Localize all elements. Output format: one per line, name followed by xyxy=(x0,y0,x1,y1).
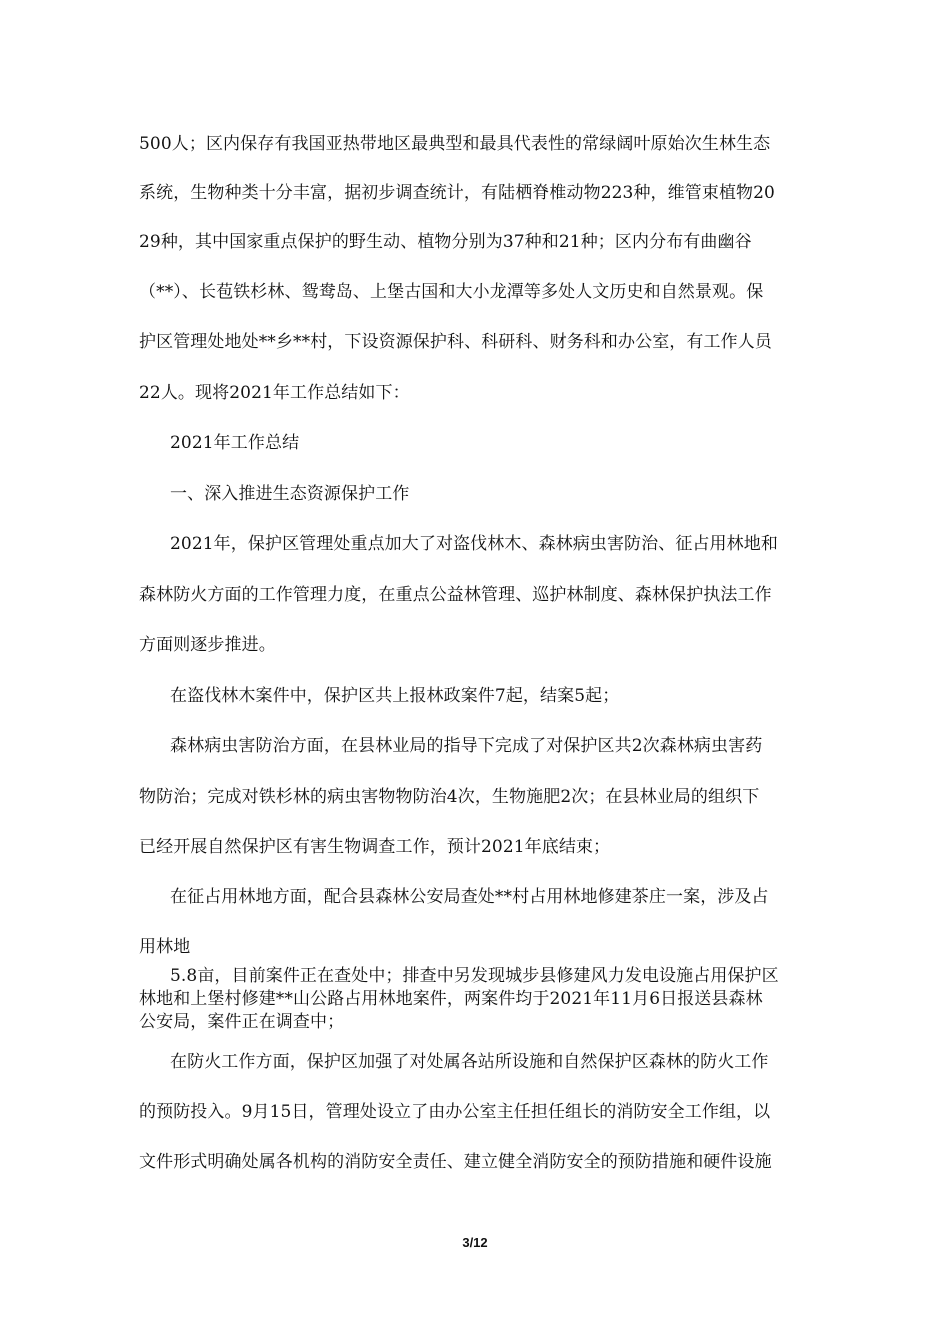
text-line: 在征占用林地方面，配合县森林公安局查处**村占用林地修建茶庄一案，涉及占 xyxy=(170,887,769,907)
text-line: 2021年，保护区管理处重点加大了对盗伐林木、森林病虫害防治、征占用林地和 xyxy=(170,534,778,554)
text-line: 护区管理处地处**乡**村，下设资源保护科、科研科、财务科和办公室，有工作人员 xyxy=(139,332,772,352)
text-line: 森林防火方面的工作管理力度，在重点公益林管理、巡护林制度、森林保护执法工作 xyxy=(139,585,772,605)
text-line: 的预防投入。9月15日，管理处设立了由办公室主任担任组长的消防安全工作组，以 xyxy=(139,1102,771,1122)
text-line: 系统，生物种类十分丰富，据初步调查统计，有陆栖脊椎动物223种，维管束植物20 xyxy=(139,183,775,203)
text-line: 22人。现将2021年工作总结如下： xyxy=(139,383,410,403)
section-heading: 2021年工作总结 xyxy=(170,433,300,453)
page-number: 3/12 xyxy=(462,1235,488,1250)
text-line: 文件形式明确处属各机构的消防安全责任、建立健全消防安全的预防措施和硬件设施 xyxy=(139,1152,772,1172)
text-line: 5.8亩，目前案件正在查处中；排查中另发现城步县修建风力发电设施占用保护区 xyxy=(170,966,779,986)
text-line: 在防火工作方面，保护区加强了对处属各站所设施和自然保护区森林的防火工作 xyxy=(170,1052,769,1072)
text-line: 500人；区内保存有我国亚热带地区最典型和最具代表性的常绿阔叶原始次生林生态 xyxy=(139,134,771,154)
text-line: 物防治；完成对铁杉林的病虫害物物防治4次，生物施肥2次；在县林业局的组织下 xyxy=(139,787,760,807)
text-line: 29种，其中国家重点保护的野生动、植物分别为37种和21种；区内分布有曲幽谷 xyxy=(139,232,752,252)
text-line: 林地和上堡村修建**山公路占用林地案件，两案件均于2021年11月6日报送县森林 xyxy=(139,989,763,1009)
text-line: 已经开展自然保护区有害生物调查工作，预计2021年底结束； xyxy=(139,837,611,857)
text-line: 森林病虫害防治方面，在县林业局的指导下完成了对保护区共2次森林病虫害药 xyxy=(170,736,763,756)
text-line: （**）、长苞铁杉林、鸳鸯岛、上堡古国和大小龙潭等多处人文历史和自然景观。保 xyxy=(139,282,764,302)
text-line: 在盗伐林木案件中，保护区共上报林政案件7起，结案5起； xyxy=(170,686,620,706)
text-line: 用林地 xyxy=(139,937,191,957)
section-heading: 一、深入推进生态资源保护工作 xyxy=(170,484,410,504)
text-line: 方面则逐步推进。 xyxy=(139,635,276,655)
text-line: 公安局，案件正在调查中； xyxy=(139,1012,345,1032)
